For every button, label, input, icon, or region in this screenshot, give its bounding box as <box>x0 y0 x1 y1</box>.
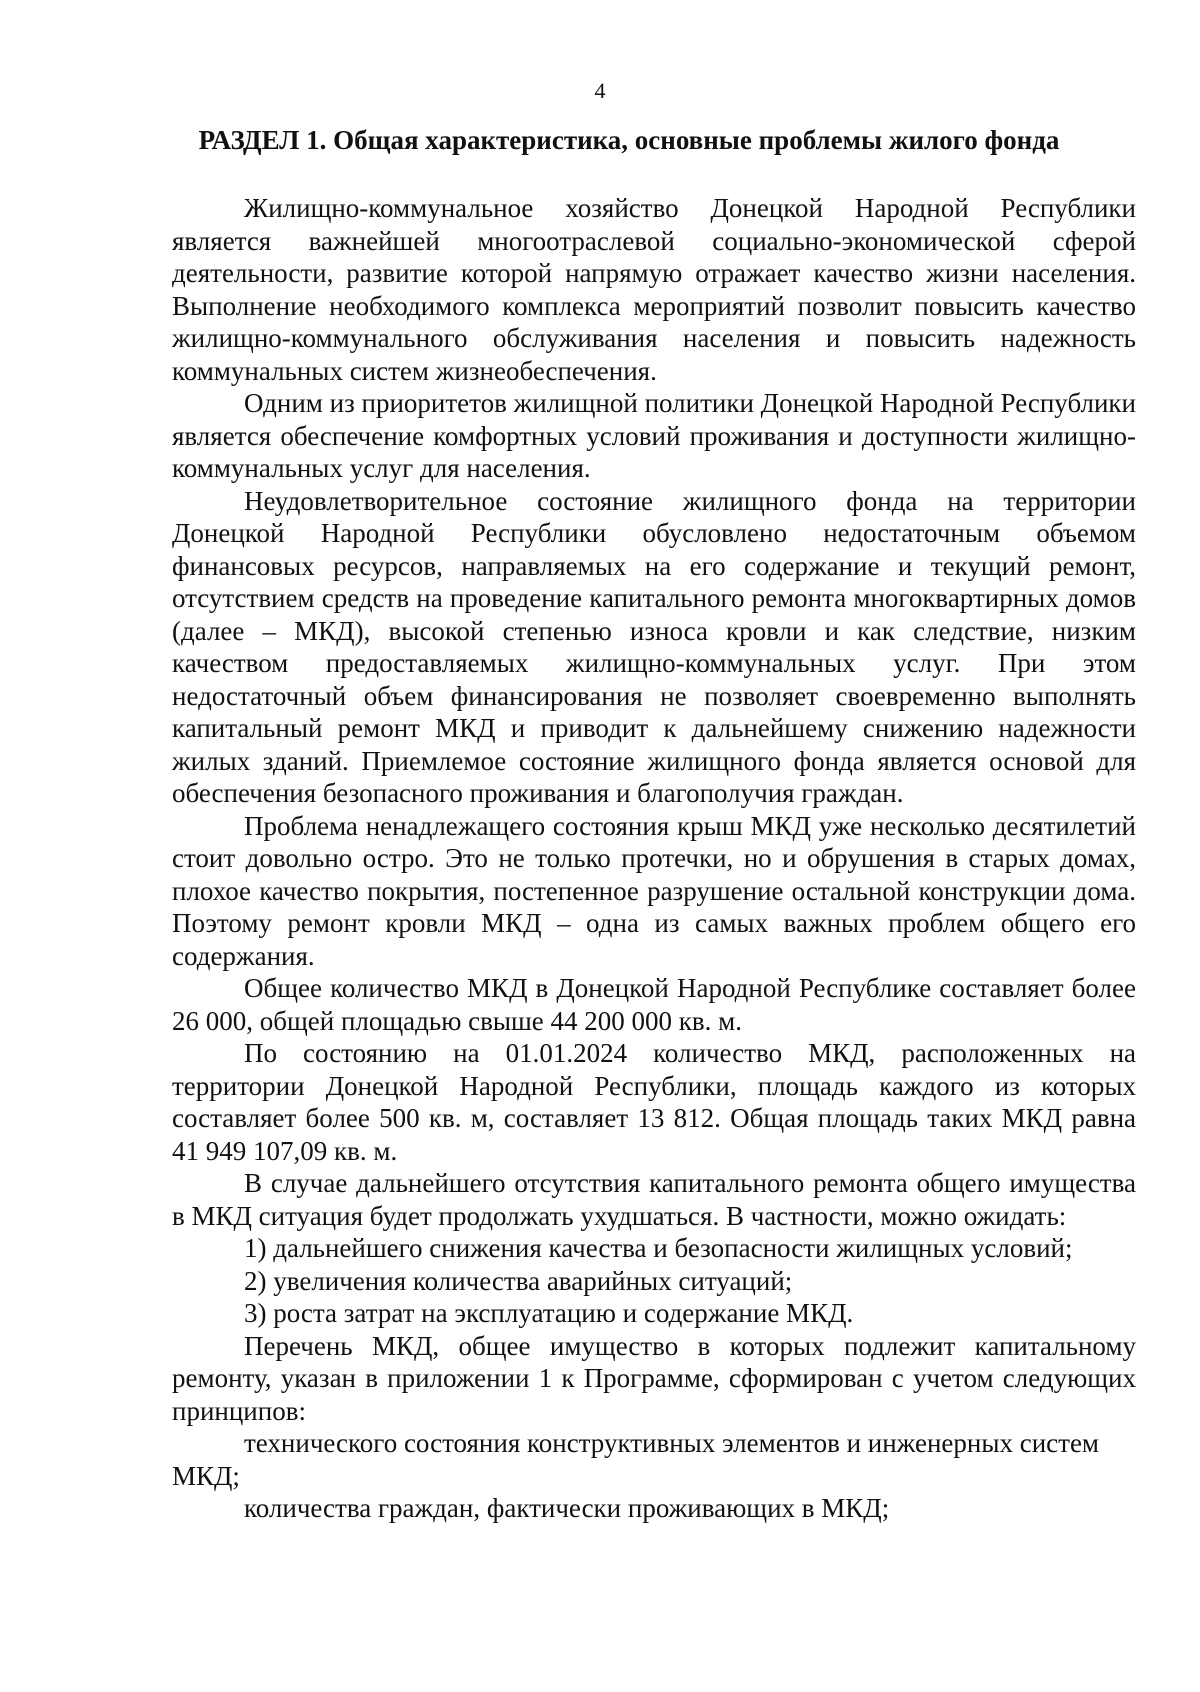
list-item-2: 2) увеличения количества аварийных ситуаций; <box>244 1265 793 1296</box>
closing-paragraph: Перечень МКД, общее имущество в которых подлежит капитальному ремонту, указан в приложении 1 к Программе, сформирован с учетом следующих принципов: <box>172 1330 1136 1426</box>
paragraph-1: Жилищно-коммунальное хозяйство Донецкой Народной Республики является важнейшей многоотраслевой социально-экономической сферой деятельности, развитие которой напрямую отражает качество жизни населения. Выполнение необходимого комплекса мероприятий позволит повысить качество жилищно-коммунального обслуживания населения и повысить надежность коммунальных систем жизнеобеспечения. <box>172 193 1136 386</box>
section-title: РАЗДЕЛ 1. Общая характеристика, основные проблемы жилого фонда <box>198 125 1060 155</box>
paragraph-5: Общее количество МКД в Донецкой Народной Республике составляет более 26 000, общей площадью свыше 44 200 000 кв. м. <box>172 973 1136 1036</box>
page-number: 4 <box>594 78 606 103</box>
document-body <box>172 192 1136 1525</box>
paragraph-6: По состоянию на 01.01.2024 количество МКД, расположенных на территории Донецкой Народной Республики, площадь каждого из которых составляет более 500 кв. м, составляет 13 812. Общая площадь таких МКД равна 41 949 107,09 кв. м. <box>172 1038 1136 1166</box>
principle-1: технического состояния конструктивных элементов и инженерных систем МКД; <box>172 1428 1100 1491</box>
paragraph-7: В случае дальнейшего отсутствия капитального ремонта общего имущества в МКД ситуация будет продолжать ухудшаться. В частности, можно ожидать: <box>172 1168 1136 1231</box>
list-item-1: 1) дальнейшего снижения качества и безопасности жилищных условий; <box>244 1233 1073 1263</box>
principle-2: количества граждан, фактически проживающих в МКД; <box>244 1493 890 1523</box>
list-item-3: 3) роста затрат на эксплуатацию и содержание МКД. <box>244 1298 854 1328</box>
paragraph-4: Проблема ненадлежащего состояния крыш МКД уже несколько десятилетий стоит довольно остро. Это не только протечки, но и обрушения в старых домах, плохое качество покрытия, постепенное разрушение остальной конструкции дома. Поэтому ремонт кровли МКД – одна из самых важных проблем общего его содержания. <box>172 810 1136 971</box>
paragraph-2: Одним из приоритетов жилищной политики Донецкой Народной Республики является обеспечение комфортных условий проживания и доступности жилищно-коммунальных услуг для населения. <box>172 388 1136 483</box>
paragraph-3: Неудовлетворительное состояние жилищного фонда на территории Донецкой Народной Республики обусловлено недостаточным объемом финансовых ресурсов, направляемых на его содержание и текущий ремонт, отсутствием средств на проведение капитального ремонта многоквартирных домов (далее – МКД), высокой степенью износа кровли и как следствие, низким качеством предоставляемых жилищно-коммунальных услуг. При этом недостаточный объем финансирования не позволяет своевременно выполнять капитальный ремонт МКД и приводит к дальнейшему снижению надежности жилых зданий. Приемлемое состояние жилищного фонда является основой для обеспечения безопасного проживания и благополучия граждан. <box>172 485 1136 808</box>
